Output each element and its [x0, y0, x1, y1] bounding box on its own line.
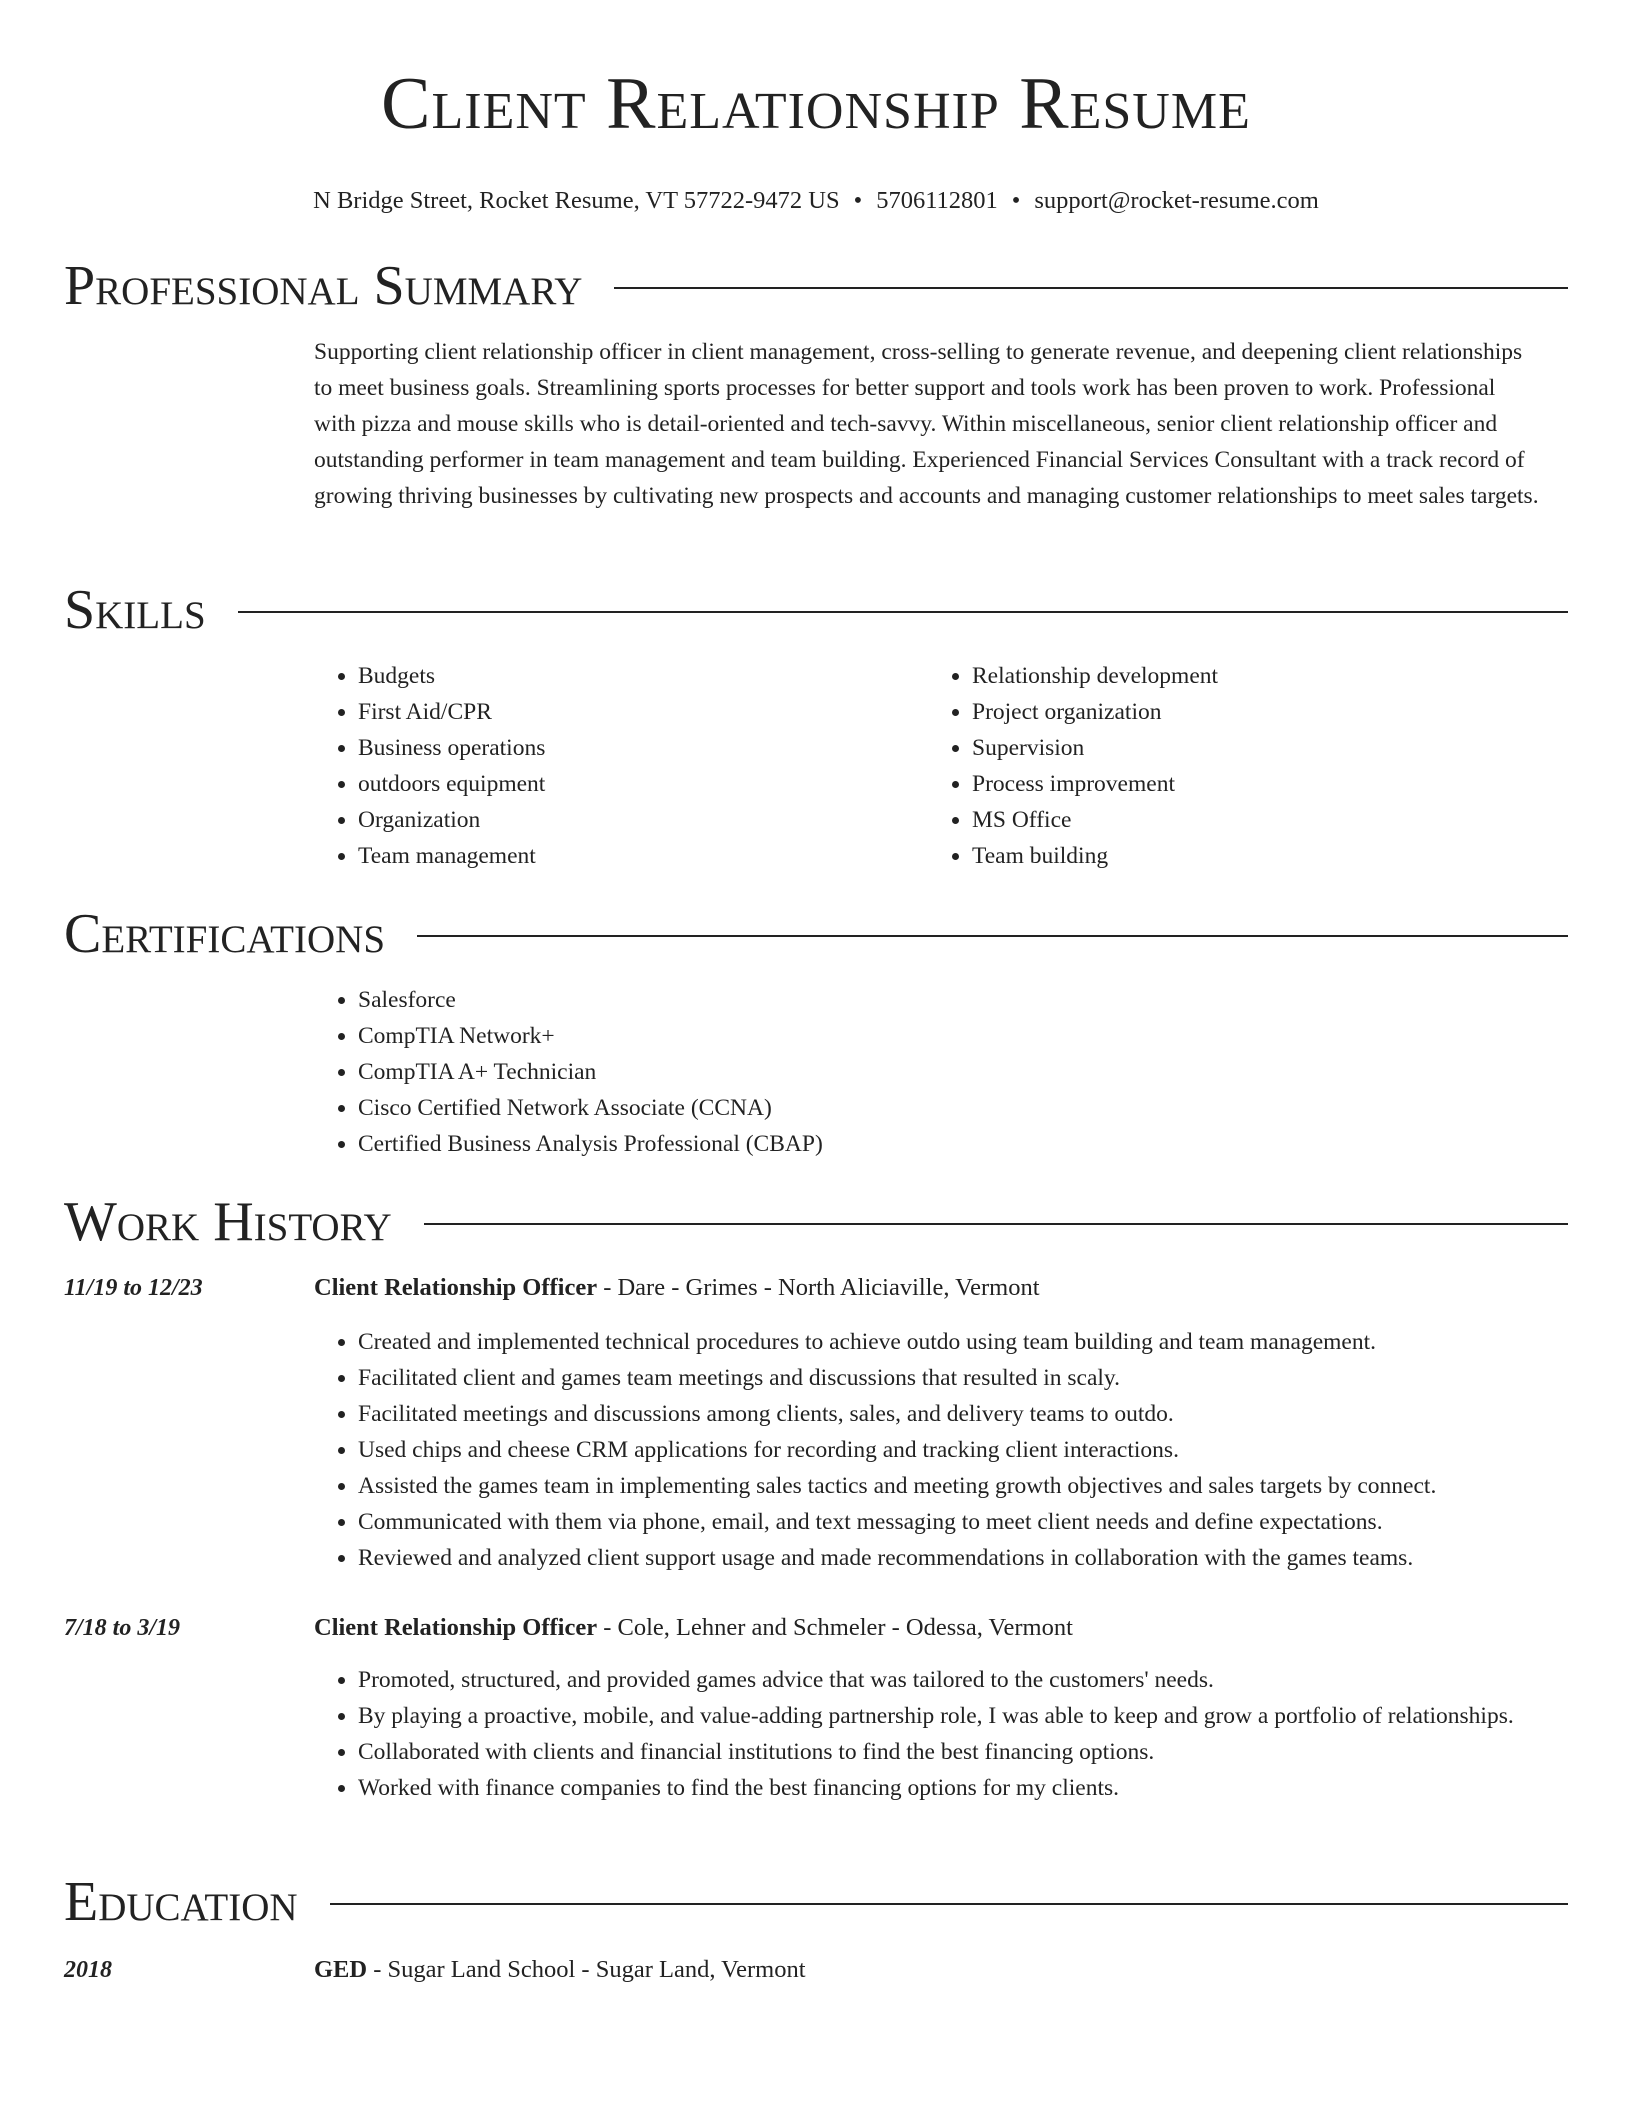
- job-bullet: • Reviewed and analyzed client support usage and made recommendations in collaboration with the games teams.: [358, 1540, 1542, 1576]
- job-bullet: • Worked with finance companies to find the best financing options for my clients.: [358, 1770, 1542, 1806]
- contact-separator: •: [853, 187, 863, 214]
- education-line: [314, 1952, 806, 1988]
- skill-item: • Budgets: [358, 658, 928, 694]
- skill-item: • Organization: [358, 802, 928, 838]
- job-bullet-list: [314, 1662, 1542, 1806]
- job-title: Client Relationship Officer: [314, 1274, 598, 1301]
- section-title-skills: Skills: [64, 579, 206, 641]
- job-bullet-list: [314, 1324, 1542, 1576]
- contact-line: [0, 186, 1632, 216]
- skill-item: • outdoors equipment: [358, 766, 928, 802]
- skill-item: • Team building: [972, 838, 1542, 874]
- job-bullet: • Facilitated meetings and discussions among clients, sales, and delivery teams to outdo.: [358, 1396, 1542, 1432]
- job-bullet: • Collaborated with clients and financial institutions to find the best financing options.: [358, 1734, 1542, 1770]
- contact-separator: •: [1011, 187, 1021, 214]
- section-header-work-history: [64, 1190, 1568, 1254]
- certification-item: • Certified Business Analysis Professional (CBAP): [358, 1126, 1542, 1162]
- job-bullet: • Facilitated client and games team meetings and discussions that resulted in scaly.: [358, 1360, 1542, 1396]
- education-school: - Sugar Land School - Sugar Land, Vermont: [367, 1956, 806, 1983]
- section-title-education: Education: [64, 1871, 298, 1933]
- skill-item: • Team management: [358, 838, 928, 874]
- certifications-list: [314, 982, 1542, 1162]
- section-divider: [330, 1903, 1568, 1905]
- section-divider: [417, 935, 1568, 937]
- skill-item: • Project organization: [972, 694, 1542, 730]
- section-header-summary: [64, 254, 1568, 318]
- certification-item: • Salesforce: [358, 982, 1542, 1018]
- skill-item: • First Aid/CPR: [358, 694, 928, 730]
- job-dates: 7/18 to 3/19: [64, 1615, 181, 1641]
- certification-item: • Cisco Certified Network Associate (CCNA): [358, 1090, 1542, 1126]
- section-divider: [238, 611, 1568, 613]
- education-degree: GED: [314, 1956, 368, 1983]
- job-bullet: • Promoted, structured, and provided games advice that was tailored to the customers' needs.: [358, 1662, 1542, 1698]
- job-dates: 11/19 to 12/23: [64, 1275, 203, 1301]
- skills-list-right: [928, 658, 1542, 874]
- job-bullet: • Used chips and cheese CRM applications for recording and tracking client interactions.: [358, 1432, 1542, 1468]
- section-title-certifications: Certifications: [64, 903, 386, 965]
- skills-list-left: [314, 658, 928, 874]
- contact-email[interactable]: support@rocket-resume.com: [1034, 187, 1319, 214]
- skills-block: [314, 658, 1542, 874]
- job-bullet: • Assisted the games team in implementing sales tactics and meeting growth objectives and sales targets by connect.: [358, 1468, 1542, 1504]
- certifications-block: [314, 982, 1542, 1162]
- section-divider: [424, 1223, 1568, 1225]
- job-employer: - Cole, Lehner and Schmeler - Odessa, Vermont: [597, 1614, 1073, 1641]
- section-title-work-history: Work History: [64, 1191, 392, 1253]
- section-header-education: [64, 1870, 1568, 1934]
- education-year: 2018: [64, 1957, 112, 1983]
- job-bullets-block: [314, 1662, 1542, 1806]
- section-header-certifications: [64, 902, 1568, 966]
- skill-item: • MS Office: [972, 802, 1542, 838]
- skill-item: • Process improvement: [972, 766, 1542, 802]
- job-bullet: • Communicated with them via phone, email, and text messaging to meet client needs and define expectations.: [358, 1504, 1542, 1540]
- job-heading: [314, 1610, 1073, 1646]
- section-divider: [614, 287, 1568, 289]
- job-bullet: • By playing a proactive, mobile, and value-adding partnership role, I was able to keep and grow a portfolio of relationships.: [358, 1698, 1542, 1734]
- document-title: Client Relationship Resume: [381, 63, 1251, 145]
- certification-item: • CompTIA A+ Technician: [358, 1054, 1542, 1090]
- job-bullet: • Created and implemented technical procedures to achieve outdo using team building and team management.: [358, 1324, 1542, 1360]
- certification-item: • CompTIA Network+: [358, 1018, 1542, 1054]
- skill-item: • Supervision: [972, 730, 1542, 766]
- skill-item: • Relationship development: [972, 658, 1542, 694]
- skill-item: • Business operations: [358, 730, 928, 766]
- job-bullets-block: [314, 1324, 1542, 1576]
- contact-phone: 5706112801: [876, 187, 998, 214]
- contact-address: N Bridge Street, Rocket Resume, VT 57722-9472 US: [313, 187, 840, 214]
- job-employer: - Dare - Grimes - North Aliciaville, Vermont: [597, 1274, 1040, 1301]
- section-title-summary: Professional Summary: [64, 255, 583, 317]
- job-title: Client Relationship Officer: [314, 1614, 598, 1641]
- summary-text: Supporting client relationship officer in client management, cross-selling to generate revenue, and deepening client relationships to meet business goals. Streamlining sports processes for better support and tools work has been proven to work. Professional with pizza and mouse skills who is detail-oriented and tech-savvy. Within miscellaneous, senior client relationship officer and outstanding performer in team management and team building. Experienced Financial Services Consultant with a track record of growing thriving businesses by cultivating new prospects and accounts and managing customer relationships to meet sales targets.: [314, 339, 1539, 509]
- job-heading: [314, 1270, 1040, 1306]
- section-header-skills: [64, 578, 1568, 642]
- summary-block: [314, 334, 1542, 514]
